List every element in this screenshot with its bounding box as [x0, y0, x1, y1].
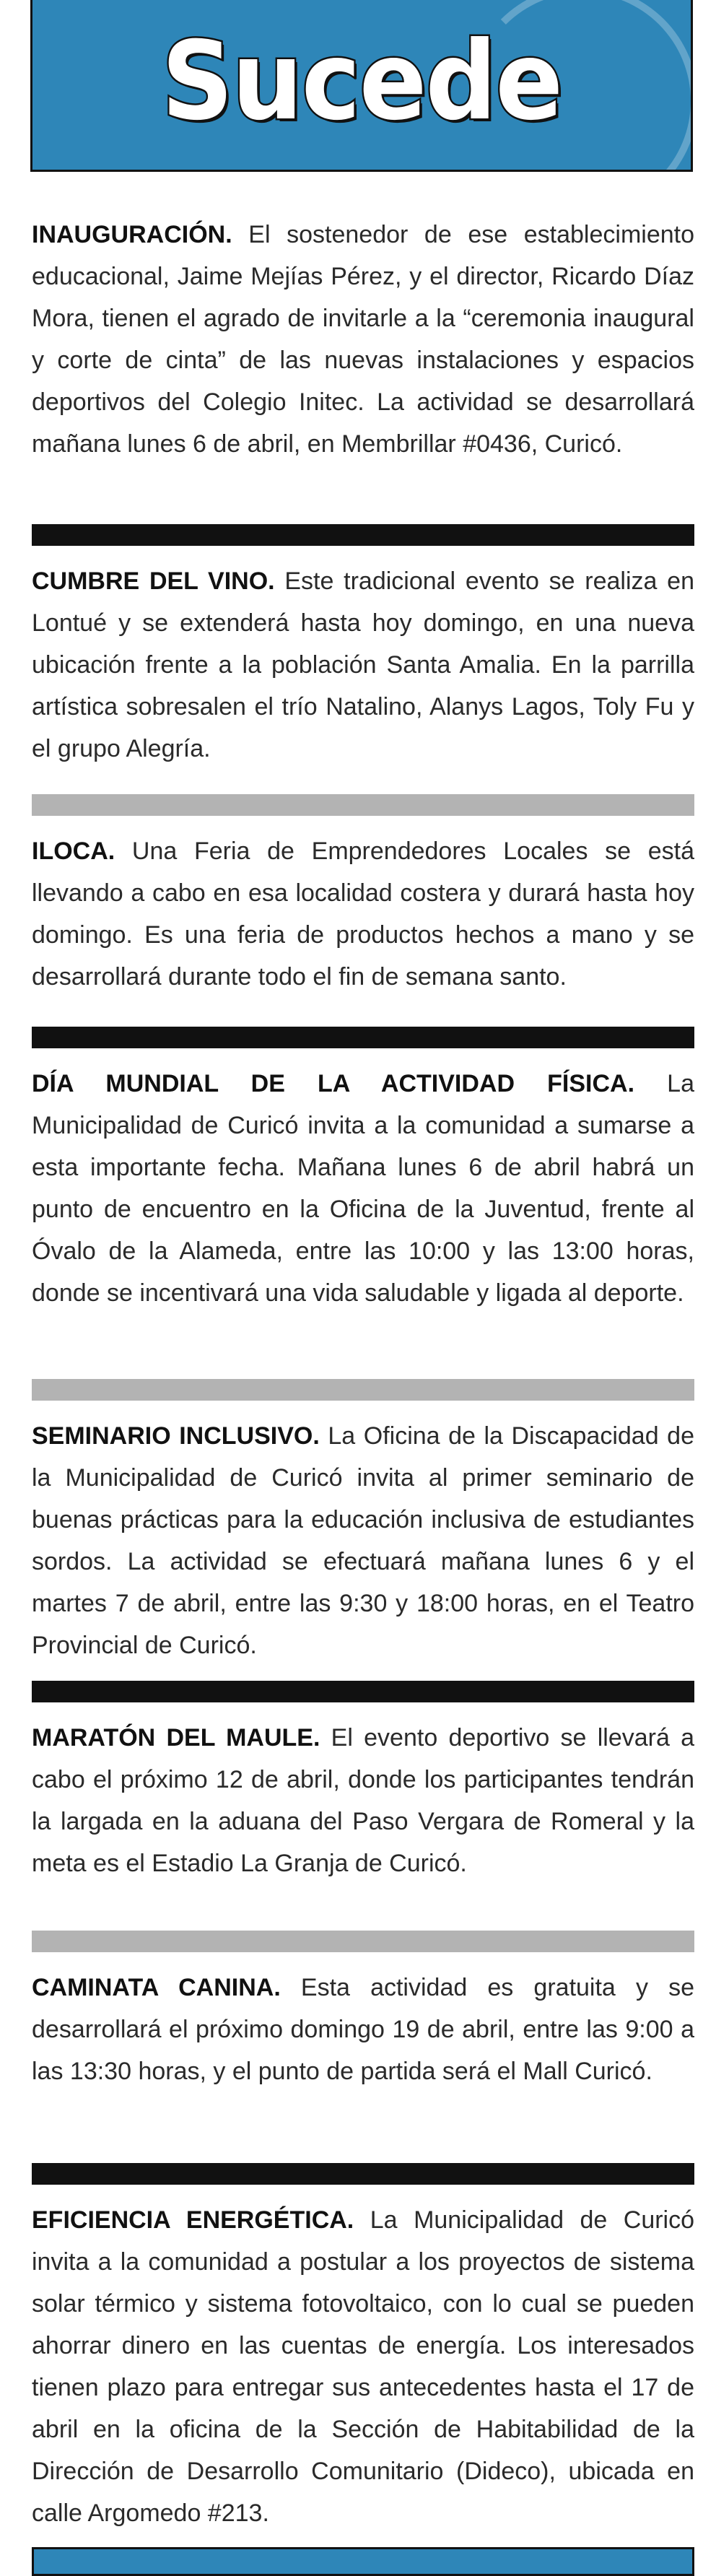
- item-body: Este tradicional evento se realiza en Lontué y se extenderá hasta hoy domingo, en una nueva ubicación frente a la población Santa Amalia. En la parrilla artística sobresalen el trío Natalino, Alanys Lagos, Toly Fu y el grupo Alegría.: [32, 567, 694, 762]
- item-keyword: INAUGURACIÓN.: [32, 221, 232, 248]
- item-keyword: DÍA MUNDIAL DE LA ACTIVIDAD FÍSICA.: [32, 1070, 635, 1097]
- news-item-seminario-inclusivo: [32, 1415, 694, 1666]
- item-keyword: SEMINARIO INCLUSIVO.: [32, 1422, 320, 1450]
- item-keyword: CAMINATA CANINA.: [32, 1974, 281, 2001]
- divider-black: [32, 1681, 694, 1702]
- item-body: Esta actividad es gratuita y se desarrollará el próximo domingo 19 de abril, entre las 9:00 a las 13:30 horas, y el punto de partida será el Mall Curicó.: [32, 1974, 694, 2085]
- news-item-caminata-canina: [32, 1967, 694, 2092]
- news-item-dia-mundial-actividad-fisica: [32, 1063, 694, 1314]
- section-header: [30, 0, 693, 172]
- item-keyword: EFICIENCIA ENERGÉTICA.: [32, 2206, 354, 2234]
- news-item-maraton-del-maule: [32, 1717, 694, 1884]
- divider-black: [32, 2163, 694, 2185]
- item-body: Una Feria de Emprendedores Locales se está llevando a cabo en esa localidad costera y durará hasta hoy domingo. Es una feria de productos hechos a mano y se desarrollará durante todo el fin de semana santo.: [32, 837, 694, 991]
- item-body: La Municipalidad de Curicó invita a la comunidad a postular a los proyectos de sistema solar térmico y sistema fotovoltaico, con lo cual se pueden ahorrar dinero en las cuentas de energía. Los interesados tienen plazo para entregar sus antecedentes hasta el 17 de abril en la oficina de la Sección de Habitabilidad de la Dirección de Desarrollo Comunitario (Dideco), ubicada en calle Argomedo #213.: [32, 2206, 695, 2527]
- news-item-iloca: [32, 830, 694, 998]
- section-title: Sucede: [161, 19, 562, 144]
- item-keyword: MARATÓN DEL MAULE.: [32, 1724, 320, 1752]
- item-body: La Oficina de la Discapacidad de la Municipalidad de Curicó invita al primer seminario de buenas prácticas para la educación inclusiva de estudiantes sordos. La actividad se efectuará mañana lunes 6 y el martes 7 de abril, entre las 9:30 y 18:00 horas, en el Teatro Provincial de Curicó.: [32, 1422, 694, 1659]
- item-body: El sostenedor de ese establecimiento educacional, Jaime Mejías Pérez, y el director, Ricardo Díaz Mora, tienen el agrado de invitarle a la “ceremonia inaugural y corte de cinta” de las nuevas instalaciones y espacios deportivos del Colegio Initec. La actividad se desarrollará mañana lunes 6 de abril, en Membrillar #0436, Curicó.: [32, 221, 694, 458]
- item-keyword: ILOCA.: [32, 837, 115, 865]
- divider-black: [32, 1027, 694, 1048]
- divider-black: [32, 524, 694, 546]
- divider-grey: [32, 1931, 694, 1952]
- footer-blue-bar: [32, 2547, 694, 2576]
- item-body: El evento deportivo se llevará a cabo el próximo 12 de abril, donde los participantes tendrán la largada en la aduana del Paso Vergara de Romeral y la meta es el Estadio La Granja de Curicó.: [32, 1724, 695, 1877]
- item-body: La Municipalidad de Curicó invita a la comunidad a sumarse a esta importante fecha. Mañana lunes 6 de abril habrá un punto de encuentro en la Oficina de la Juventud, frente al Óvalo de la Alameda, entre las 10:00 y las 13:00 horas, donde se incentivará una vida saludable y ligada al deporte.: [32, 1070, 694, 1307]
- item-keyword: CUMBRE DEL VINO.: [32, 567, 275, 595]
- divider-grey: [32, 794, 694, 816]
- divider-grey: [32, 1379, 694, 1401]
- news-item-inauguracion: [32, 214, 694, 465]
- news-item-cumbre-del-vino: [32, 560, 694, 770]
- news-item-eficiencia-energetica: [32, 2199, 694, 2534]
